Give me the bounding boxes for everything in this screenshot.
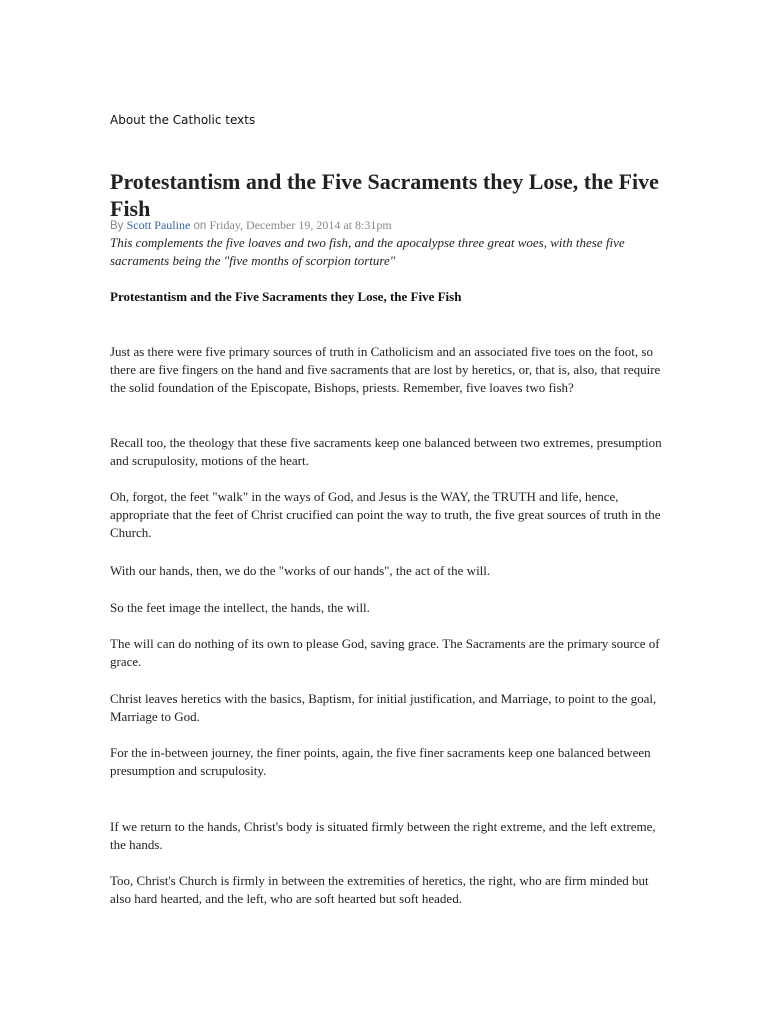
paragraph: Christ leaves heretics with the basics, Baptism, for initial justification, and Marriage, to point to the goal, Marriage to God. [110, 691, 657, 725]
byline [110, 218, 392, 233]
post-date: Friday, December 19, 2014 at 8:31pm [209, 218, 392, 232]
body-heading: Protestantism and the Five Sacraments they Lose, the Five Fish [110, 289, 462, 304]
paragraph: The will can do nothing of its own to please God, saving grace. The Sacraments are the primary source of grace. [110, 636, 660, 670]
paragraph: Just as there were five primary sources of truth in Catholicism and an associated five toes on the foot, so there are five fingers on the hand and five sacraments that are lost by heretics, or, that is, also, that require the solid foundation of the Episcopate, Bishops, priests. Remember, five loaves two fish? [110, 344, 661, 396]
section-link[interactable]: About the Catholic texts [110, 113, 256, 127]
byline-on: on [193, 220, 207, 232]
paragraph: Too, Christ's Church is firmly in between the extremities of heretics, the right, who are firm minded but also hard hearted, and the left, who are soft hearted but soft headed. [110, 873, 649, 907]
paragraph: Recall too, the theology that these five sacraments keep one balanced between two extremes, presumption and scrupulosity, motions of the heart. [110, 435, 662, 469]
paragraph: Oh, forgot, the feet "walk" in the ways of God, and Jesus is the WAY, the TRUTH and life, hence, appropriate that the feet of Christ crucified can point the way to truth, the five great sources of truth in the Church. [110, 489, 661, 541]
article-subtitle: This complements the five loaves and two fish, and the apocalypse three great woes, with these five sacraments being the "five months of scorpion torture" [110, 235, 625, 268]
author-link[interactable]: Scott Pauline [126, 218, 191, 232]
paragraph: With our hands, then, we do the "works of our hands", the act of the will. [110, 563, 491, 578]
paragraph: So the feet image the intellect, the hands, the will. [110, 600, 370, 615]
paragraph: If we return to the hands, Christ's body is situated firmly between the right extreme, and the left extreme, the hands. [110, 819, 656, 853]
paragraph: For the in-between journey, the finer points, again, the five finer sacraments keep one balanced between presumption and scrupulosity. [110, 745, 651, 779]
article-title: Protestantism and the Five Sacraments they Lose, the Five Fish [110, 169, 659, 221]
byline-prefix: By [110, 220, 124, 232]
